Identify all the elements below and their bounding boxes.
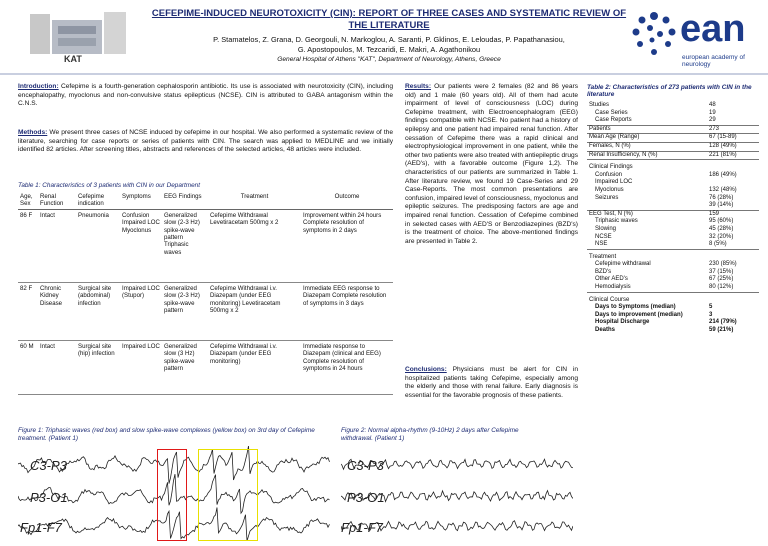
table1-cell-renal: Chronic Kidney Disease [38, 282, 76, 340]
table2-cell-label: Confusion [595, 171, 623, 178]
table1-cell-treatment: Cefepime Withdrawal Levetiracetam 500mg x 2 [208, 209, 301, 282]
table-row [587, 218, 759, 226]
table2-cell-label: NCSE [595, 233, 612, 240]
table1-cell-symptoms: Impaired LOC (Stupor) [120, 282, 162, 340]
table2-cell-label: Cefepime withdrawal [595, 261, 651, 268]
table2 [587, 84, 759, 335]
table2-cell-value: 186 (49%) [709, 171, 737, 178]
figure1-eeg [18, 446, 330, 541]
table2-cell-label: Hemodialysis [587, 284, 707, 292]
figure2-channel-label: C3-P3 [347, 458, 384, 473]
figure1-channel-label: Fp1-F7 [20, 520, 62, 535]
table1-header-indication: Cefepime indication [76, 192, 120, 209]
table1-cell-treatment: Cefepime Withdrawal i.v. Diazepam (under EEG monitoring) Levetiracetam 500mg x 2 [208, 282, 301, 340]
table-row [18, 340, 393, 394]
ean-logo-subtitle: european academy of neurology [682, 54, 745, 68]
table2-cell-value: 95 (60%) [709, 218, 734, 225]
table-row [587, 187, 759, 195]
table2-cell-value [707, 292, 759, 304]
table2-cell-value: 29 [707, 117, 759, 125]
table2-cell-value: 32 (20%) [709, 233, 734, 240]
figure1-channel-label: C3-P3 [30, 458, 67, 473]
table1-cell-indication: Surgical site (hip) infection [76, 340, 120, 394]
affiliation: General Hospital of Athens "KAT", Department of Neurology, Athens, Greece [277, 56, 501, 63]
results-heading: Results: [405, 83, 432, 90]
figure2-eeg [341, 446, 573, 541]
table1-cell-indication: Surgical site (abdominal) infection [76, 282, 120, 340]
table2-cell-value: 67 (15-89) [707, 134, 759, 143]
table1-header-treatment: Treatment [208, 192, 301, 209]
table2-cell-value: 37 (15%) [709, 268, 734, 275]
table1-cell-eeg: Generalized slow (2-3 Hz) spike-wave pattern Triphasic waves [162, 209, 208, 282]
table2-cell-value: 3 [709, 311, 713, 318]
table-row [587, 179, 759, 187]
table-row [587, 284, 759, 292]
table2-cell-label: Clinical Findings [589, 164, 633, 171]
table2-cell-value [707, 160, 759, 172]
table-row [587, 276, 759, 284]
table-row [587, 327, 759, 335]
table2-cell-value: 48 [709, 102, 716, 108]
table-row [587, 172, 759, 180]
methods-text: We present three cases of NCSE induced by cefepime in our hospital. We also performed a systematic review of the literature, searching for case reports or series of patients with CIN. The search was applied to MEDLINE and we initially identified 82 articles. After screening titles, abstracts and references of the selected articles, 48 articles were included. [18, 129, 393, 154]
table2-cell-label: Hospital Discharge [595, 319, 650, 326]
table-row [587, 202, 759, 210]
table2-cell-label: Renal Insufficiency, N (%) [587, 151, 707, 160]
table1-cell-eeg: Generalized slow (2-3 Hz) spike-wave pattern [162, 282, 208, 340]
table1-cell-symptoms: Impaired LOC [120, 340, 162, 394]
logo-kat-text: KAT [64, 54, 82, 64]
introduction-text: Cefepime is a fourth-generation cephalosporin antibiotic. Its use is associated with neurotoxicity (CIN), including encephalopathy, myoclonus and non-convulsive status epilepticus (NCSE). CIN is attributed to GABA antagonism within the C.N.S. [18, 83, 393, 108]
authors-line-1: P. Stamatelos, Z. Grana, D. Georgouli, N. Markoglou, A. Saranti, P. Gklinos, E. Leloudas, P. Papathanasiou, [213, 35, 565, 44]
figure2-channel-label: Fp1-F7 [341, 520, 383, 535]
table1-cell-outcome: Improvement within 24 hours Complete resolution of symptoms in 2 days [301, 209, 393, 282]
table2-caption: Table 2: Characteristics of 273 patients with CIN in the literature [587, 84, 752, 98]
table-row [587, 160, 759, 172]
table2-cell-label: Seizures [595, 194, 619, 201]
table2-cell-value: 5 [709, 304, 713, 311]
table1-cell-eeg: Generalized slow (3 Hz) spike-wave pattern [162, 340, 208, 394]
table2-cell-label: Clinical Course [589, 296, 630, 303]
table-row [18, 282, 393, 340]
conclusions-heading: Conclusions: [405, 366, 447, 373]
table1-header-renal: Renal Function [38, 192, 76, 209]
ean-logo-text: ean [680, 8, 746, 50]
table1-cell-age: 60 M [18, 340, 38, 394]
table2-cell-label: Patients [587, 125, 707, 134]
table2-cell-label: Mean Age (Range) [587, 134, 707, 143]
table2-cell-value: 273 [707, 125, 759, 134]
table2-cell-value: 39 (14%) [707, 202, 759, 210]
table-row [587, 125, 759, 134]
table-row [587, 134, 759, 143]
table-row [587, 292, 759, 304]
header-divider [0, 73, 768, 75]
introduction-heading: Introduction: [18, 83, 59, 90]
spike-wave-yellow-box [198, 449, 258, 541]
table-row [587, 241, 759, 249]
table2-cell-label: NSE [587, 241, 707, 249]
table1-header-row [18, 192, 393, 209]
table2-cell-label: Females, N (%) [587, 142, 707, 151]
methods-section [18, 129, 393, 155]
table2-cell-value: 19 [709, 109, 716, 116]
table2-cell-label: BZD's [595, 268, 612, 275]
methods-heading: Methods: [18, 129, 48, 136]
table-row [587, 142, 759, 151]
table-row [18, 209, 393, 282]
table-row [587, 110, 759, 118]
table1-cell-indication: Pneumonia [76, 209, 120, 282]
table-row [587, 102, 759, 110]
table2-cell-value: 221 (81%) [707, 151, 759, 160]
table2-cell-value [707, 249, 759, 261]
table2-cell-value: 67 (25%) [709, 276, 734, 283]
table-row [587, 319, 759, 327]
ean-logo [630, 6, 760, 72]
table2-cell-label: EEG Test, N (%) [589, 210, 633, 217]
table1-header-eeg: EEG Findings [162, 192, 208, 209]
table-row [587, 195, 759, 203]
table-row [587, 304, 759, 312]
table1-caption: Table 1: Characteristics of 3 patients with CIN in our Department [18, 182, 200, 189]
table2-cell-label: Days to improvement (median) [595, 311, 683, 318]
ean-logo-mark-icon [630, 10, 678, 58]
results-text: Our patients were 2 females (82 and 86 years old) and 1 male (60 years old). All of them had acute impairment of level of consciousness (LOC) during Cefepime treatment, with Electroencephalogram (EEG) findings compatible with NCSE. No patient had a history of epilepsy and one patient had impaired renal function. After cessation of Cefepime there was a rapid clinical and electrophysiological improvement in one patient, while the other two patients were also treated with antiepileptic drugs (AED's), with a favorable outcome (Figure 1,2). The characteristics of our patients are summarized in Table 1. [405, 83, 579, 176]
table2-cell-label [587, 202, 707, 210]
table1 [18, 192, 393, 395]
table2-cell-value: 59 (21%) [709, 327, 734, 334]
table2-cell-value: 128 (49%) [707, 142, 759, 151]
table1-header-age: Age, Sex [18, 192, 38, 209]
table1-cell-symptoms: Confusion Impaired LOC Myoclonus [120, 209, 162, 282]
results-text-2: After literature review, we found 19 Case-Series and 29 Case-Reports. The most common presentations are confusion, impaired level of consciousness, myoclonus and epileptic seizures. The predisposing factors are age and impaired renal function. Cessation of Cefepime combined in selected cases with AED'S or Benzodiazepines (BZD's) is the treatment of choice. The above-mentioned findings are presented in Table 2. [405, 177, 578, 245]
hospital-logo [14, 8, 134, 70]
table2-cell-label: Other AED's [595, 276, 628, 283]
table2-grid [587, 102, 759, 335]
table1-header-symptoms: Symptoms [120, 192, 162, 209]
table2-cell-value: 230 (85%) [709, 261, 737, 268]
table2-cell-label: Days to Symptoms (median) [595, 304, 676, 311]
table2-cell-value: 76 (28%) [709, 194, 734, 201]
conclusions-text: Physicians must be alert for CIN in hospitalized patients taking Cefepime, especially among the elderly and those with renal failure. Early diagnosis is essential for the favorable prognosis of these patients. [405, 366, 578, 399]
table2-cell-label: Studies [589, 102, 610, 108]
authors [150, 35, 628, 55]
figure2-caption: Figure 2: Normal alpha-rhythm (9-10Hz) 2 days after Cefepime withdrawal. (Patient 1) [341, 427, 519, 442]
table1-cell-age: 82 F [18, 282, 38, 340]
figure1-channel-label: P3-O1 [30, 490, 68, 505]
table-row [587, 249, 759, 261]
table1-header-outcome: Outcome [301, 192, 393, 209]
table2-cell-value: 8 (5%) [707, 241, 759, 249]
table2-cell-value: 132 (48%) [709, 186, 737, 193]
table1-cell-outcome: Immediate response to Diazepam (clinical and EEG) Complete resolution of symptoms in 24 hours [301, 340, 393, 394]
table-row [587, 261, 759, 269]
table-row [587, 151, 759, 160]
table1-cell-renal: Intact [38, 209, 76, 282]
figure2-channel-label: P3-O1 [347, 490, 385, 505]
table-row [587, 226, 759, 234]
table2-cell-value: 80 (12%) [707, 284, 759, 292]
triphasic-red-box [157, 449, 187, 541]
conclusions-section [405, 366, 578, 400]
table2-cell-label: Triphasic waves [595, 218, 638, 225]
table2-cell-label: Case Series [595, 109, 628, 116]
table2-cell-value: 45 (28%) [709, 225, 734, 232]
table1-cell-age: 86 F [18, 209, 38, 282]
poster-title: CEFEPIME-INDUCED NEUROTOXICITY (CIN): REPORT OF THREE CASES AND SYSTEMATIC REVIEW OF THE LITERATURE [151, 8, 627, 31]
figure1-caption: Figure 1: Triphasic waves (red box) and slow spike-wave complexes (yellow box) on 3rd day of Cefepime treatment. (Patient 1) [18, 427, 315, 442]
authors-line-2: G. Apostopoulos, M. Tezcaridi, E. Makri, A. Agathonikou [297, 45, 481, 54]
results-section [405, 83, 578, 246]
table1-cell-renal: Intact [38, 340, 76, 394]
table2-cell-value: 159 [709, 210, 720, 217]
table2-cell-label: Treatment [589, 253, 617, 260]
table2-cell-value: 214 (79%) [709, 319, 737, 326]
table-row [587, 234, 759, 242]
table2-cell-label: Deaths [595, 327, 616, 334]
table2-cell-label: Slowing [595, 225, 617, 232]
table2-cell-value [707, 179, 759, 187]
table-row [587, 269, 759, 277]
table-row [587, 117, 759, 125]
introduction-section [18, 83, 393, 109]
table1-cell-treatment: Cefepime Withdrawal i.v. Diazepam (under EEG monitoring) [208, 340, 301, 394]
table1-cell-outcome: Immediate EEG response to Diazepam Complete resolution of symptoms in 3 days [301, 282, 393, 340]
table2-cell-label: Impaired LOC [595, 179, 633, 186]
table-row [587, 210, 759, 218]
table-row [587, 312, 759, 320]
table2-cell-label: Case Reports [587, 117, 707, 125]
table2-cell-label: Myoclonus [595, 186, 624, 193]
